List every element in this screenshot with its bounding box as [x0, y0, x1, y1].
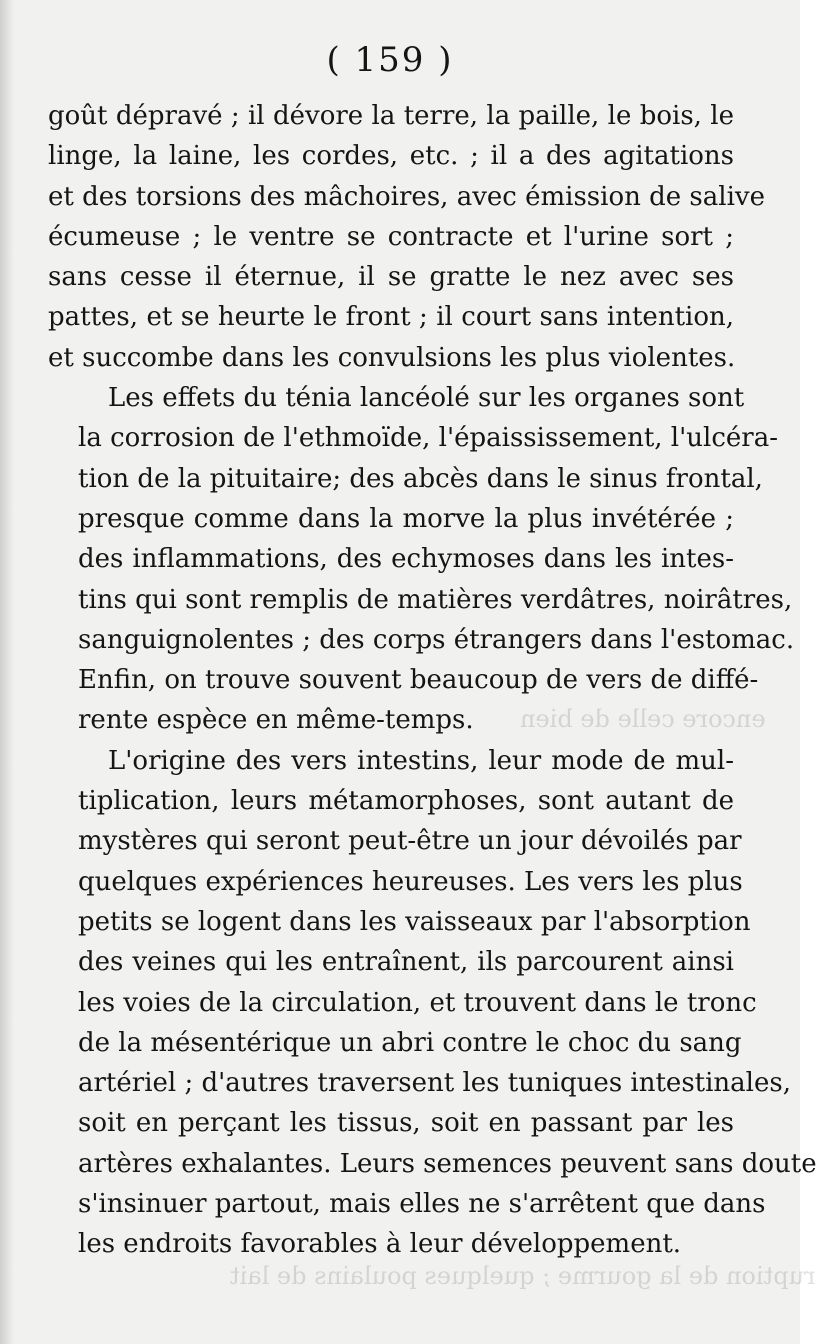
text-line: mystères qui seront peut-être un jour dévoilés par: [78, 826, 742, 857]
text-line: linge, la laine, les cordes, etc. ; il a des agitations: [48, 141, 734, 172]
text-line: artères exhalantes. Leurs semences peuvent sans doute: [78, 1148, 817, 1179]
text-line: s'insinuer partout, mais elles ne s'arrêtent que dans: [78, 1189, 766, 1220]
text-line: soit en perçant les tissus, soit en passant par les: [78, 1108, 734, 1139]
text-line: rente espèce en même-temps.: [78, 705, 474, 736]
text-line: des veines qui les entraînent, ils parcourent ainsi: [78, 947, 734, 978]
page-number: ( 159 ): [326, 40, 454, 80]
text-line: et succombe dans les convulsions les plus violentes.: [48, 342, 736, 373]
text-line: de la mésentérique un abri contre le choc du sang: [78, 1027, 742, 1058]
paragraph: [48, 741, 817, 1265]
text-line: et des torsions des mâchoires, avec émission de salive: [48, 181, 765, 212]
text-line: sans cesse il éternue, il se gratte le nez avec ses: [48, 262, 734, 293]
text-line: les endroits favorables à leur développement.: [78, 1229, 682, 1260]
text-line: artériel ; d'autres traversent les tuniques intestinales,: [78, 1068, 791, 1099]
body-text: [48, 96, 817, 1265]
text-line: petits se logent dans les vaisseaux par l'absorption: [78, 906, 751, 937]
text-line: pattes, et se heurte le front ; il court sans intention,: [48, 302, 734, 333]
text-line: la corrosion de l'ethmoïde, l'épaississement, l'ulcéra-: [78, 423, 778, 454]
text-line: L'origine des vers intestins, leur mode de mul-: [108, 745, 734, 776]
bleed-through-mark: ruption de la gourme ; quelques poulains de lait: [230, 1262, 816, 1290]
text-line: sanguignolentes ; des corps étrangers dans l'estomac.: [78, 624, 795, 655]
bleed-through-mark: encore celle de bien: [520, 705, 766, 733]
text-line: Enfin, on trouve souvent beaucoup de vers de diffé-: [78, 665, 759, 696]
text-line: des inflammations, des echymoses dans les intes-: [78, 544, 734, 575]
text-line: quelques expériences heureuses. Les vers les plus: [78, 866, 743, 897]
page-gutter-shadow: [0, 0, 14, 1344]
text-line: écumeuse ; le ventre se contracte et l'urine sort ;: [48, 221, 734, 252]
paragraph: [48, 96, 765, 378]
text-line: tion de la pituitaire; des abcès dans le sinus frontal,: [78, 463, 763, 494]
text-line: tiplication, leurs métamorphoses, sont autant de: [78, 786, 734, 817]
paragraph: [48, 378, 795, 741]
text-line: Les effets du ténia lancéolé sur les organes sont: [108, 383, 745, 414]
text-line: tins qui sont remplis de matières verdâtres, noirâtres,: [78, 584, 793, 615]
text-line: presque comme dans la morve la plus invétérée ;: [78, 503, 734, 534]
text-line: les voies de la circulation, et trouvent dans le tronc: [78, 987, 757, 1018]
text-line: goût dépravé ; il dévore la terre, la paille, le bois, le: [48, 101, 734, 131]
